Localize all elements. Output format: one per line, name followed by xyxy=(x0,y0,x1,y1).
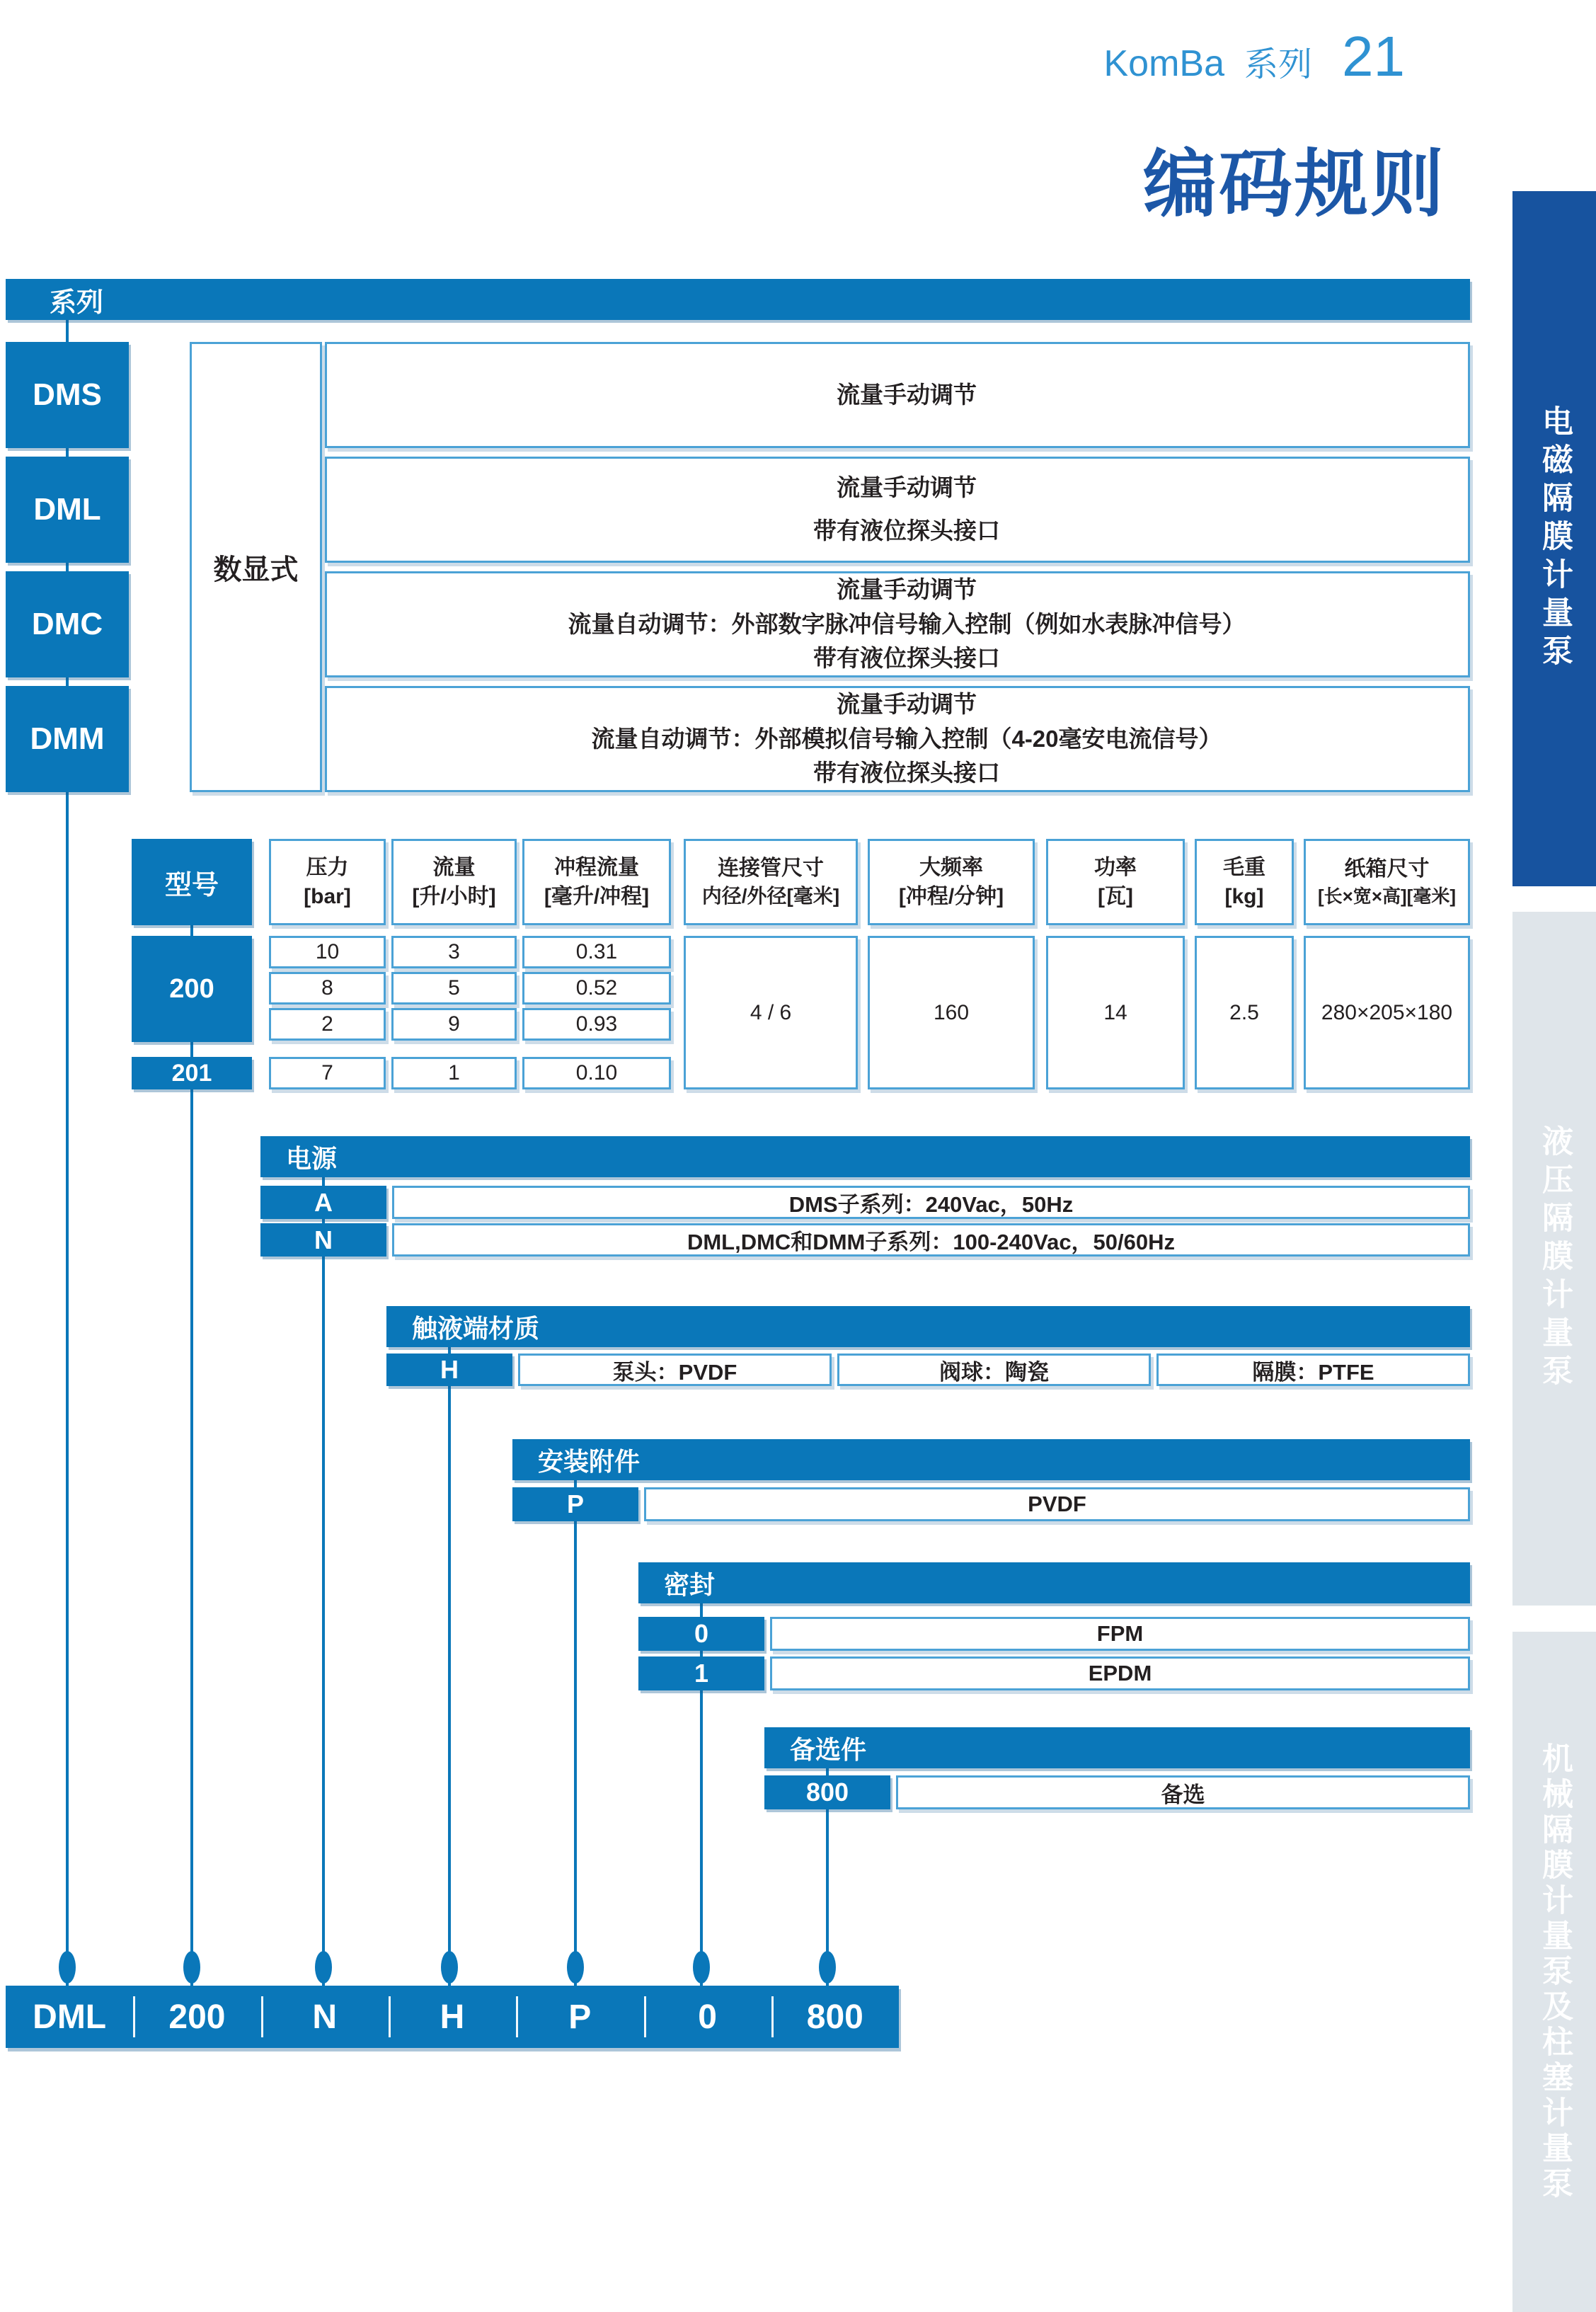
connector-dot-wetted xyxy=(441,1951,458,1984)
series-desc-dms xyxy=(325,342,1470,448)
col-header-max-frequency xyxy=(868,839,1035,925)
series-desc-dml xyxy=(325,457,1470,563)
col-title: 冲程流量 xyxy=(554,855,639,879)
connector-line-power xyxy=(322,1175,325,1986)
wetted-part-valve-ball: 阀球：陶瓷 xyxy=(837,1354,1151,1386)
codebar-divider xyxy=(516,1996,518,2037)
optional-section-bar xyxy=(764,1727,1470,1768)
merged-weight: 2.5 xyxy=(1195,936,1294,1089)
codebar-divider xyxy=(133,1996,135,2037)
codebar-divider xyxy=(389,1996,391,2037)
col-unit: [升/小时] xyxy=(412,885,496,908)
merged-carton-size: 280×205×180 xyxy=(1304,936,1470,1089)
series-header-bar xyxy=(6,279,1470,320)
cell-flow-r0: 3 xyxy=(391,936,517,968)
cell-stroke-r3: 0.10 xyxy=(522,1057,671,1089)
code-segment-mounting: P xyxy=(568,1998,592,2036)
code-segment-optional: 800 xyxy=(806,1998,863,2036)
mounting-section-bar xyxy=(512,1439,1470,1480)
col-title: 大频率 xyxy=(919,855,983,879)
seal-section-title: 密封 xyxy=(664,1569,716,1599)
wetted-part-pump-head: 泵头：PVDF xyxy=(518,1354,832,1386)
optional-section-title: 备选件 xyxy=(790,1734,867,1764)
desc-line: 带有液位探头接口 xyxy=(813,517,1000,544)
merged-max-frequency: 160 xyxy=(868,936,1035,1089)
col-unit: [kg] xyxy=(1224,885,1264,908)
model-201-box: 201 xyxy=(132,1057,252,1089)
sidebar-tab-mechanical-diaphragm-plunger-pump: 机械隔膜计量泵及柱塞计量泵 xyxy=(1512,1632,1596,2312)
seal-option-1: 1 xyxy=(638,1656,764,1690)
seal-option-0-desc: FPM xyxy=(770,1617,1470,1651)
col-unit: [冲程/分钟] xyxy=(898,885,1004,908)
cell-pressure-r1: 8 xyxy=(269,972,386,1005)
display-type-cell: 数显式 xyxy=(190,342,322,792)
code-segment-series: DML xyxy=(33,1998,107,2036)
desc-line: 带有液位探头接口 xyxy=(813,645,1000,672)
seal-option-0: 0 xyxy=(638,1617,764,1651)
col-title: 流量 xyxy=(432,855,476,879)
series-code-dmc: DMC xyxy=(6,571,129,677)
col-unit: 内径/外径[毫米] xyxy=(701,885,840,908)
wetted-option-h: H xyxy=(386,1354,512,1386)
series-bar-label: 系列 xyxy=(50,287,104,318)
connector-dot-optional xyxy=(819,1951,836,1984)
col-title: 毛重 xyxy=(1223,855,1265,879)
wetted-section-title: 触液端材质 xyxy=(412,1313,540,1343)
page-number: 21 xyxy=(1342,25,1405,88)
cell-pressure-r3: 7 xyxy=(269,1057,386,1089)
col-header-pressure xyxy=(269,839,386,925)
power-option-a-desc: DMS子系列：240Vac，50Hz xyxy=(392,1186,1470,1219)
model-header-cell: 型号 xyxy=(132,839,252,925)
col-header-carton-size xyxy=(1304,839,1470,925)
series-code-dms: DMS xyxy=(6,342,129,448)
sidebar-tab-hydraulic-diaphragm-pump: 液压隔膜计量泵 xyxy=(1512,912,1596,1606)
col-unit: [长×宽×高][毫米] xyxy=(1317,885,1456,907)
cell-stroke-r1: 0.52 xyxy=(522,972,671,1005)
power-section-title: 电源 xyxy=(286,1143,338,1173)
merged-power: 14 xyxy=(1046,936,1185,1089)
connector-line-series xyxy=(66,320,69,1986)
col-header-stroke-volume xyxy=(522,839,671,925)
power-option-n-desc: DML,DMC和DMM子系列：100-240Vac，50/60Hz xyxy=(392,1223,1470,1257)
connector-dot-model xyxy=(183,1951,200,1984)
connector-line-mounting xyxy=(574,1478,577,1986)
codebar-divider xyxy=(771,1996,774,2037)
connector-dot-series xyxy=(59,1951,76,1984)
brand-series-word: 系列 xyxy=(1244,46,1313,84)
col-unit: [毫升/冲程] xyxy=(544,885,650,908)
connector-dot-mounting xyxy=(567,1951,584,1984)
series-code-dmm: DMM xyxy=(6,686,129,792)
cell-flow-r3: 1 xyxy=(391,1057,517,1089)
col-title: 连接管尺寸 xyxy=(718,856,824,880)
cell-stroke-r0: 0.31 xyxy=(522,936,671,968)
desc-line: 流量自动调节：外部数字脉冲信号输入控制（例如水表脉冲信号） xyxy=(568,610,1246,637)
series-desc-dmm xyxy=(325,686,1470,792)
col-unit: [瓦] xyxy=(1098,885,1133,908)
col-header-weight xyxy=(1195,839,1294,925)
desc-line: 流量手动调节 xyxy=(837,690,977,717)
cell-flow-r1: 5 xyxy=(391,972,517,1005)
doc-title: 编码规则 xyxy=(1142,144,1446,226)
code-segment-seal: 0 xyxy=(698,1998,717,2036)
code-segment-model: 200 xyxy=(168,1998,226,2036)
cell-pressure-r0: 10 xyxy=(269,936,386,968)
connector-dot-seal xyxy=(693,1951,710,1984)
codebar-divider xyxy=(261,1996,263,2037)
desc-line: 流量手动调节 xyxy=(837,381,977,408)
code-segment-power: N xyxy=(312,1998,338,2036)
wetted-part-diaphragm: 隔膜：PTFE xyxy=(1156,1354,1470,1386)
col-header-pipe-size xyxy=(684,839,858,925)
brand-name: KomBa xyxy=(1103,43,1224,84)
col-title: 压力 xyxy=(306,855,349,879)
cell-pressure-r2: 2 xyxy=(269,1008,386,1041)
mounting-option-p-desc: PVDF xyxy=(644,1487,1470,1521)
power-option-a: A xyxy=(260,1186,386,1219)
power-option-n: N xyxy=(260,1223,386,1257)
sidebar-tab-electromagnetic-diaphragm-pump: 电磁隔膜计量泵 xyxy=(1512,191,1596,886)
col-header-flow xyxy=(391,839,517,925)
cell-stroke-r2: 0.93 xyxy=(522,1008,671,1041)
desc-line: 流量手动调节 xyxy=(837,576,977,602)
model-code-bar xyxy=(6,1986,899,2048)
col-header-power xyxy=(1046,839,1185,925)
seal-option-1-desc: EPDM xyxy=(770,1656,1470,1690)
connector-line-wetted xyxy=(448,1345,451,1986)
desc-line: 流量自动调节：外部模拟信号输入控制（4-20毫安电流信号） xyxy=(591,725,1222,752)
mounting-option-p: P xyxy=(512,1487,638,1521)
desc-line: 带有液位探头接口 xyxy=(813,760,1000,786)
col-title: 纸箱尺寸 xyxy=(1344,857,1430,881)
col-unit: [bar] xyxy=(304,885,351,908)
col-title: 功率 xyxy=(1094,855,1137,879)
desc-line: 流量手动调节 xyxy=(837,474,977,501)
code-segment-wetted: H xyxy=(440,1998,465,2036)
page-header xyxy=(1103,24,1405,89)
cell-flow-r2: 9 xyxy=(391,1008,517,1041)
optional-option-800-desc: 备选 xyxy=(896,1775,1470,1809)
wetted-section-bar xyxy=(386,1306,1470,1347)
codebar-divider xyxy=(644,1996,646,2037)
connector-dot-power xyxy=(315,1951,332,1984)
series-code-dml: DML xyxy=(6,457,129,563)
model-200-box: 200 xyxy=(132,936,252,1042)
power-section-bar xyxy=(260,1136,1470,1177)
mounting-section-title: 安装附件 xyxy=(538,1446,641,1476)
optional-option-800: 800 xyxy=(764,1775,890,1809)
merged-pipe-size: 4 / 6 xyxy=(684,936,858,1089)
seal-section-bar xyxy=(638,1562,1470,1603)
series-desc-dmc xyxy=(325,571,1470,677)
